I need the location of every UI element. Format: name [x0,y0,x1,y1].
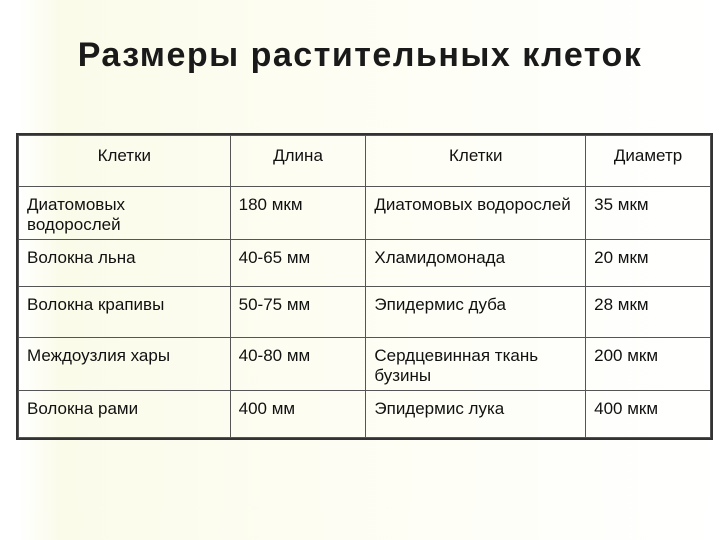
cell-diameter: 28 мкм [586,287,711,338]
table-header-row [19,136,711,187]
cell-name: Волокна крапивы [19,287,231,338]
cell-diameter: 400 мкм [586,391,711,438]
cell-length: 40-80 мм [230,338,366,391]
cell-diameter: 20 мкм [586,240,711,287]
cell-length: 400 мм [230,391,366,438]
table-row [19,338,711,391]
cell-diameter: 35 мкм [586,187,711,240]
header-diameter: Диаметр [586,136,711,187]
cell-name: Волокна льна [19,240,231,287]
slide-title: Размеры растительных клеток [77,36,643,74]
header-length: Длина [230,136,366,187]
table-row [19,287,711,338]
table-row [19,391,711,438]
cell-name: Диатомовых водорослей [19,187,231,240]
cell-name: Диатомовых водорослей [366,187,586,240]
cell-name: Междоузлия хары [19,338,231,391]
cell-name: Эпидермис дуба [366,287,586,338]
cell-name: Волокна рами [19,391,231,438]
cell-name: Эпидермис лука [366,391,586,438]
cell-name: Сердцевинная ткань бузины [366,338,586,391]
header-cells-diameter: Клетки [366,136,586,187]
header-cells-length: Клетки [19,136,231,187]
cell-length: 40-65 мм [230,240,366,287]
cell-name: Хламидомонада [366,240,586,287]
cell-sizes-table [18,135,711,438]
cell-diameter: 200 мкм [586,338,711,391]
table-row [19,240,711,287]
cell-length: 180 мкм [230,187,366,240]
cell-length: 50-75 мм [230,287,366,338]
table-row [19,187,711,240]
